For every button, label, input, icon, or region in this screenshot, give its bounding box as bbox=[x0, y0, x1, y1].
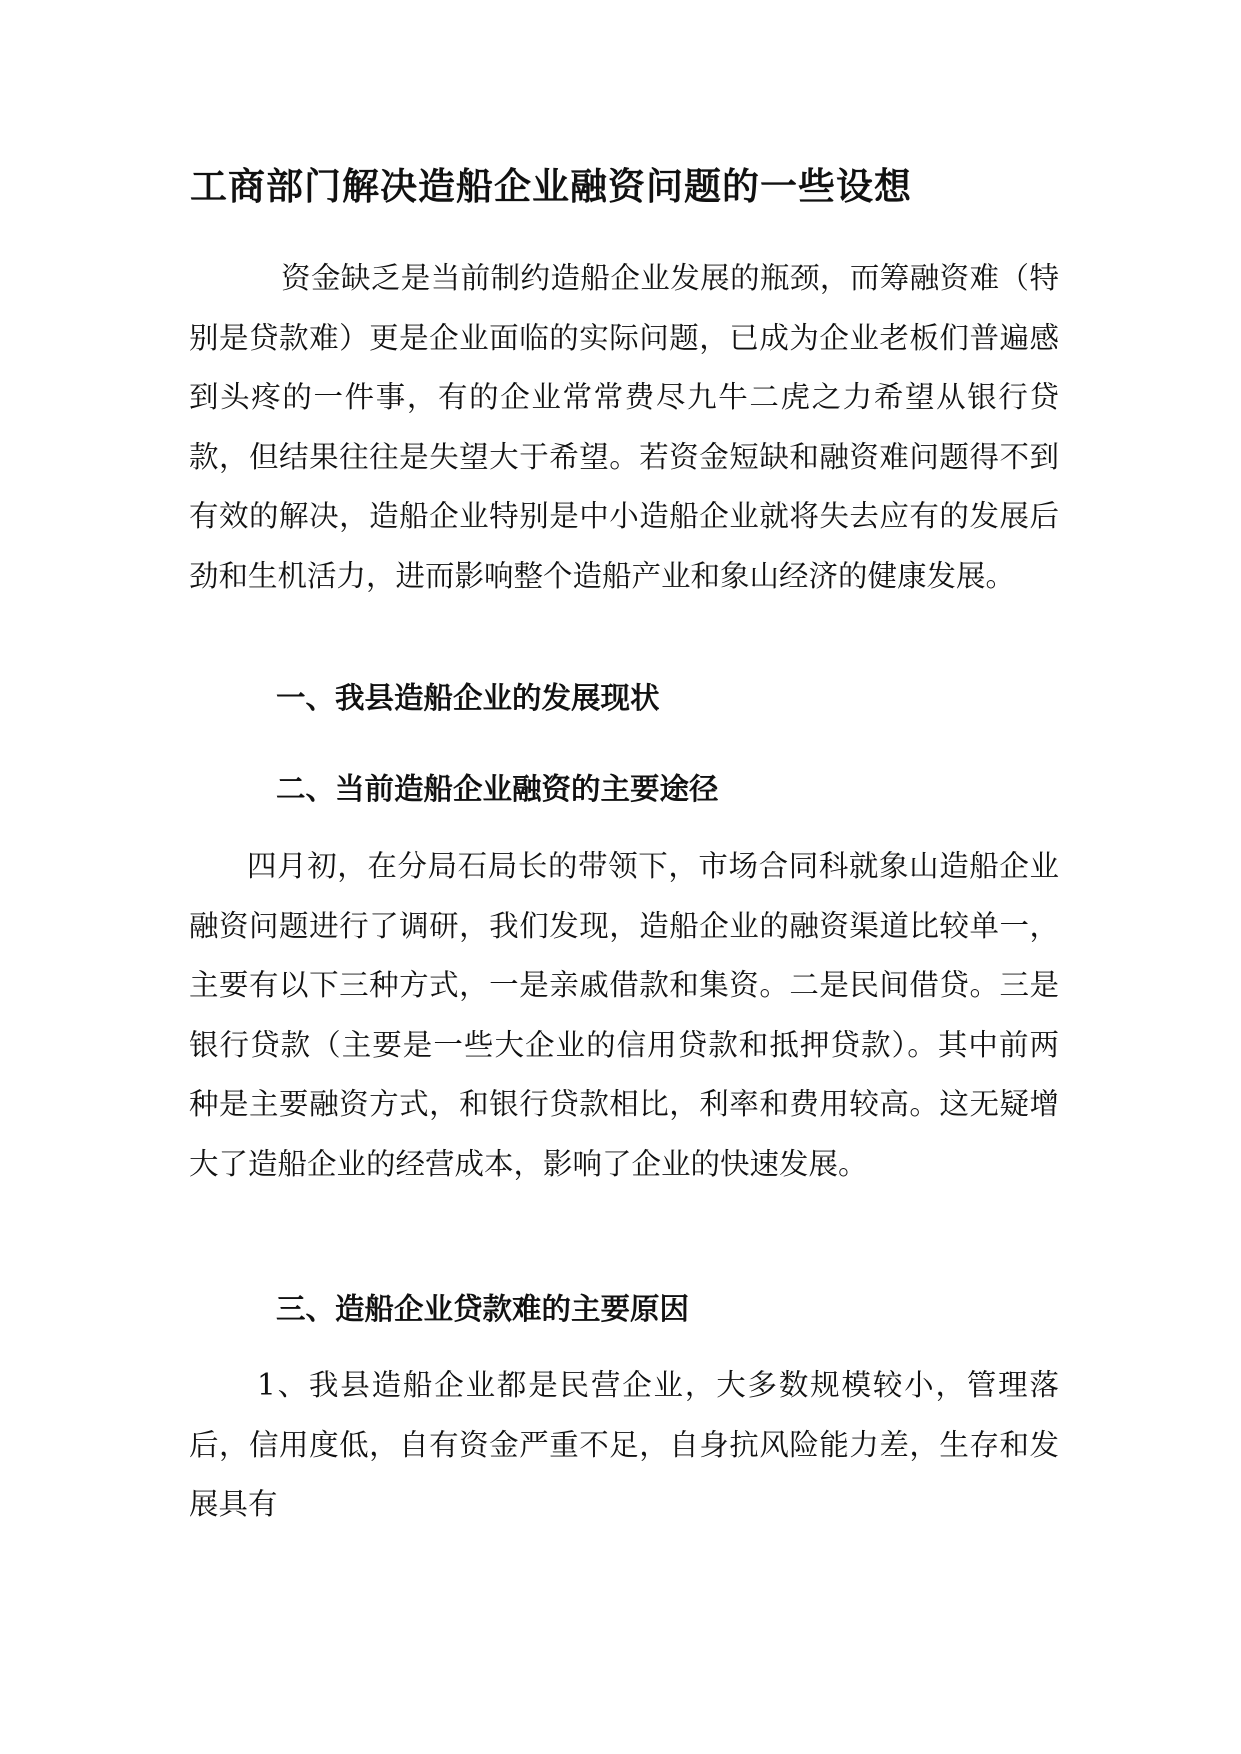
intro-paragraph: 资金缺乏是当前制约造船企业发展的瓶颈，而筹融资难（特别是贷款难）更是企业面临的实际问题，已成为企业老板们普遍感到头疼的一件事，有的企业常常费尽九牛二虎之力希望从银行贷款，但结果往往是失望大于希望。若资金短缺和融资难问题得不到有效的解决，造船企业特别是中小造船企业就将失去应有的发展后劲和生机活力，进而影响整个造船产业和象山经济的健康发展。 bbox=[189, 261, 1059, 593]
section-3-heading: 三、造船企业贷款难的主要原因 bbox=[276, 1291, 690, 1326]
section-2-paragraph: 四月初，在分局石局长的带领下，市场合同科就象山造船企业融资问题进行了调研，我们发现，造船企业的融资渠道比较单一，主要有以下三种方式，一是亲戚借款和集资。二是民间借贷。三是银行贷款（主要是一些大企业的信用贷款和抵押贷款）。其中前两种是主要融资方式，和银行贷款相比，利率和费用较高。这无疑增大了造船企业的经营成本，影响了企业的快速发展。 bbox=[189, 849, 1059, 1181]
section-2-heading: 二、当前造船企业融资的主要途径 bbox=[276, 771, 719, 806]
document-title: 工商部门解决造船企业融资问题的一些设想 bbox=[190, 164, 912, 208]
section-3-item-1: 1、我县造船企业都是民营企业，大多数规模较小，管理落后，信用度低，自有资金严重不足，自身抗风险能力差，生存和发展具有 bbox=[189, 1368, 1059, 1521]
section-1-heading: 一、我县造船企业的发展现状 bbox=[276, 680, 660, 715]
